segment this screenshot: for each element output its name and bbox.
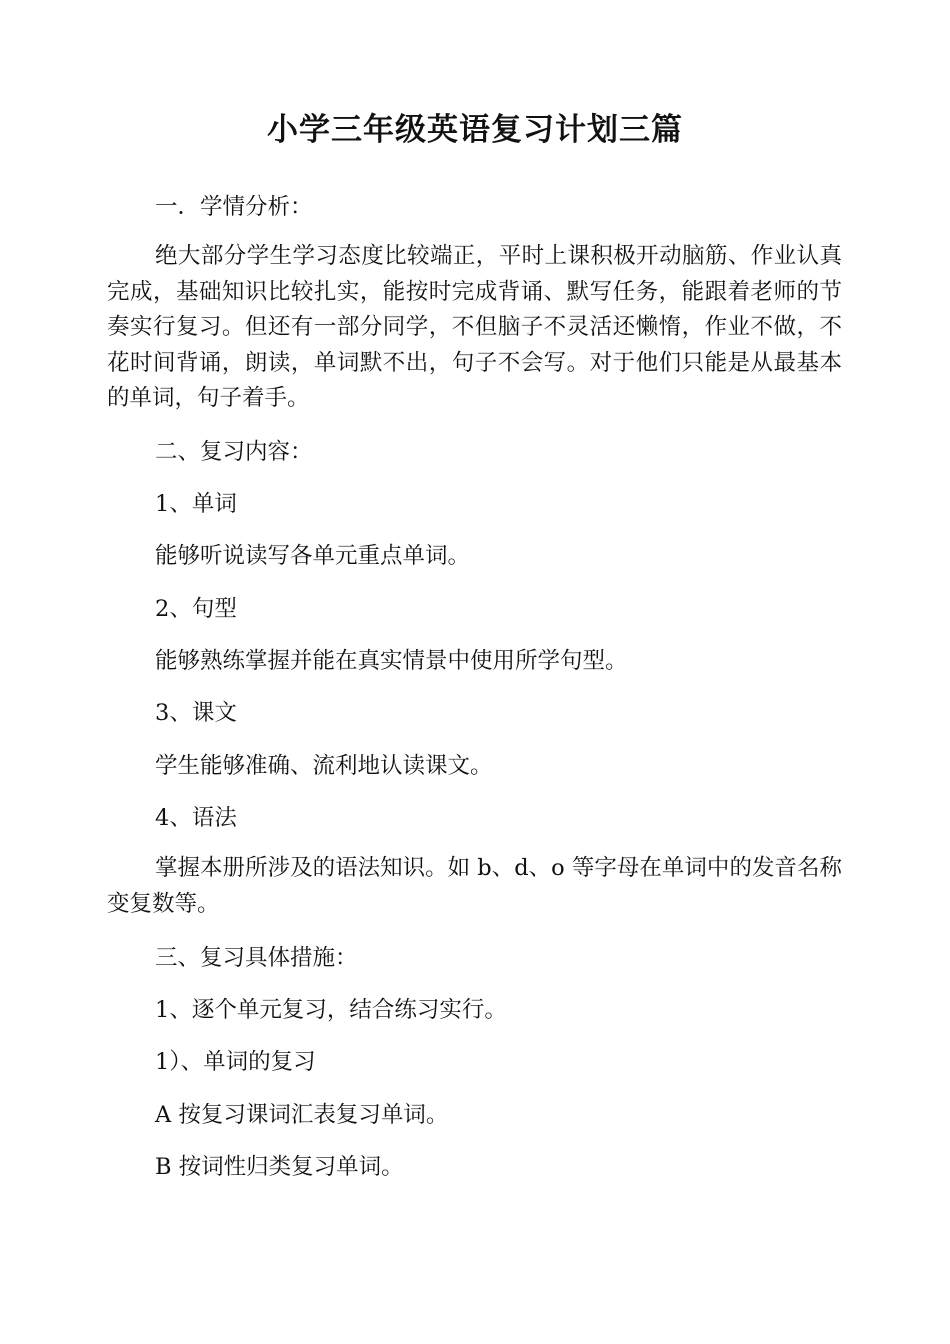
measure-point-b: B 按词性归类复习单词。 bbox=[155, 1154, 404, 1180]
measure-item-1: 1、逐个单元复习，结合练习实行。 bbox=[155, 997, 507, 1023]
item-heading-words: 1、单词 bbox=[155, 491, 237, 517]
measure-subitem-words: 1）、单词的复习 bbox=[155, 1049, 316, 1075]
item-text-words: 能够听说读写各单元重点单词。 bbox=[155, 543, 471, 569]
section-heading-content: 二、复习内容： bbox=[155, 439, 313, 465]
item-heading-texts: 3、课文 bbox=[155, 700, 237, 726]
item-text-texts: 学生能够准确、流利地认读课文。 bbox=[155, 753, 493, 779]
measure-point-a: A 按复习课词汇表复习单词。 bbox=[155, 1102, 449, 1128]
item-text-grammar: 掌握本册所涉及的语法知识。如 b、d、o 等字母在单词中的发音名称变复数等。 bbox=[107, 855, 842, 917]
item-heading-grammar: 4、语法 bbox=[155, 805, 237, 831]
section-heading-analysis: 一．学情分析： bbox=[155, 194, 313, 220]
section-heading-measures: 三、复习具体措施： bbox=[155, 945, 358, 971]
item-heading-sentences: 2、句型 bbox=[155, 596, 237, 622]
item-text-sentences: 能够熟练掌握并能在真实情景中使用所学句型。 bbox=[155, 648, 628, 674]
document-title: 小学三年级英语复习计划三篇 bbox=[267, 112, 683, 148]
paragraph-analysis: 绝大部分学生学习态度比较端正，平时上课积极开动脑筋、作业认真完成，基础知识比较扎实，能按时完成背诵、默写任务，能跟着老师的节奏实行复习。但还有一部分同学，不但脑子不灵活还懒惰，作业不做，不花时间背诵，朗读，单词默不出，句子不会写。对于他们只能是从最基本的单词，句子着手。 bbox=[107, 243, 842, 411]
